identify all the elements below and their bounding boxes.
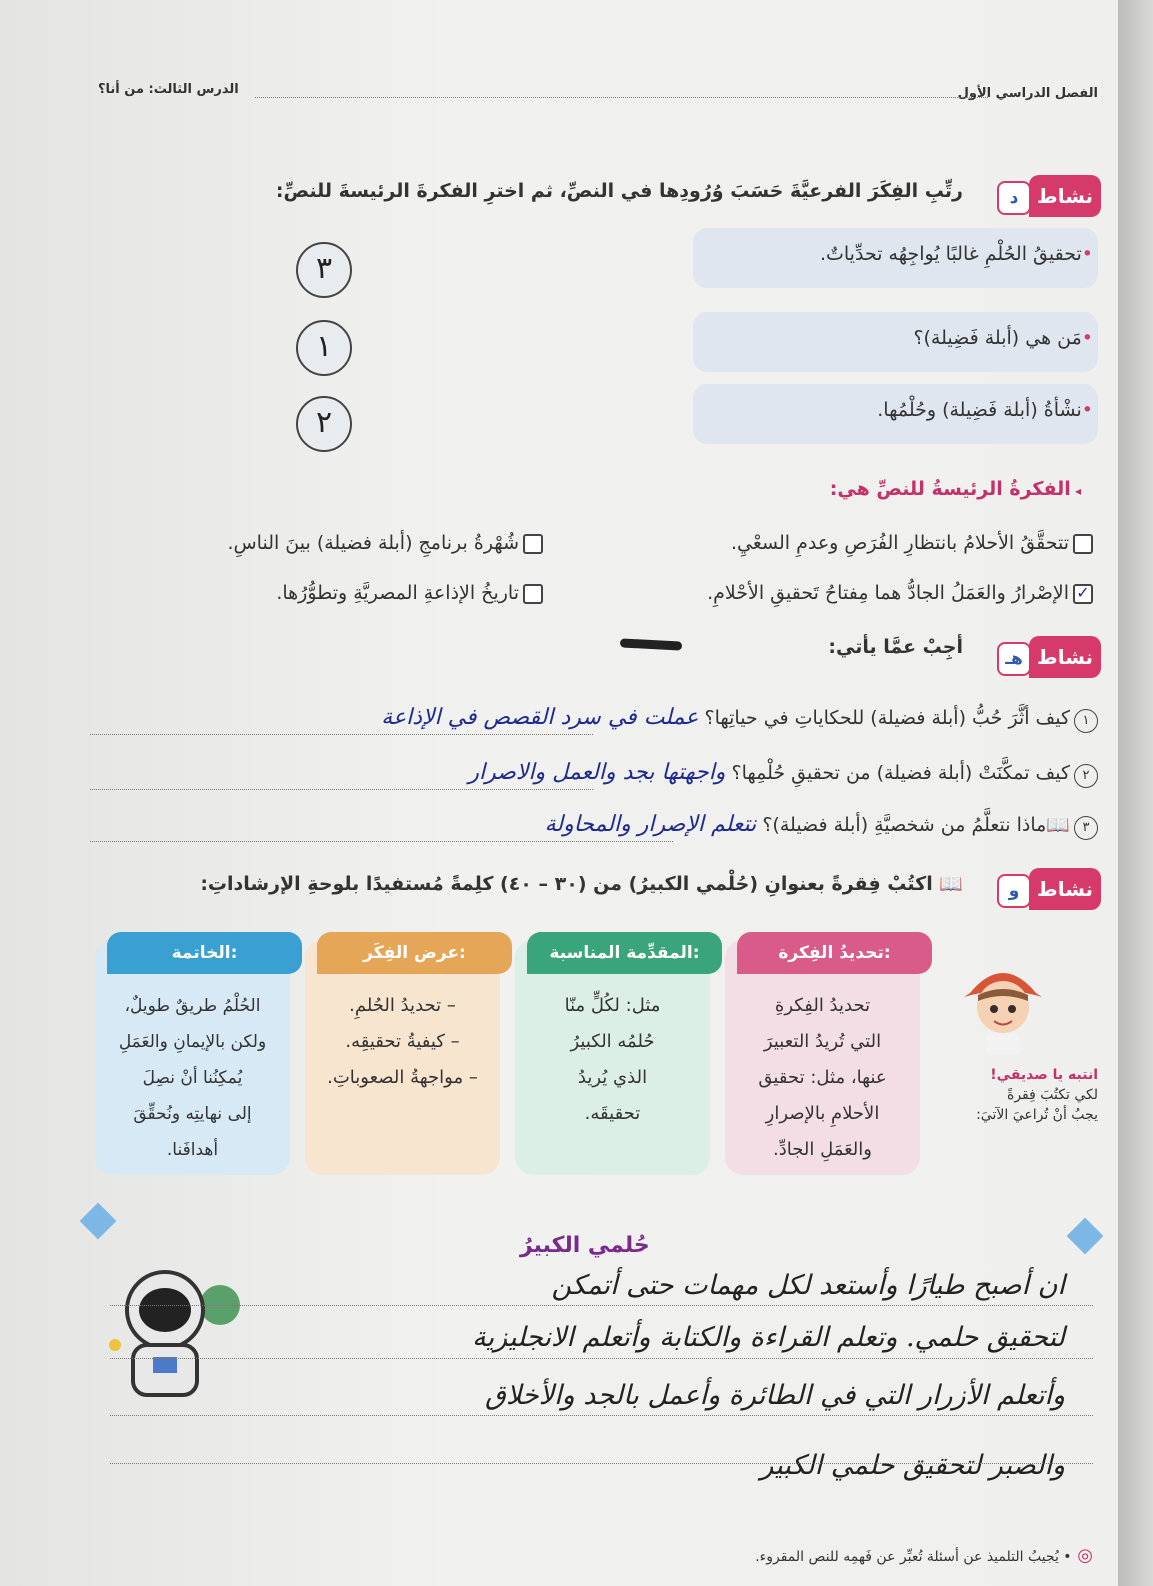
option-checkbox[interactable] <box>523 584 543 604</box>
lesson-title: الدرس الثالث: من أنا؟ <box>98 82 239 97</box>
order-answer-1[interactable]: ٣ <box>296 242 352 298</box>
option-1[interactable]: تتحقَّقُ الأحلامُ بانتظارِ الفُرَصِ وعدمِ السعْيِ. <box>731 532 1093 554</box>
question-1: ١كيف أثَّرَ حُبُّ (أبلة فضيلة) للحكاياتِ في حياتِها؟ عملت في سرد القصص في الإذاعة <box>381 705 1098 733</box>
option-checkbox[interactable] <box>523 534 543 554</box>
target-icon: ◎ <box>1071 1545 1093 1566</box>
card-body: مثل: لكُلٍّ منّا حُلمُه الكبيرُ الذي يُريدُ تحقيقَه. <box>564 995 661 1124</box>
footer-note: ◎ • يُجيبُ التلميذ عن أسئلة تُعبِّر عن فَهمِه للنص المقروء. <box>755 1545 1093 1566</box>
semester-label: الفصل الدراسي الأول <box>957 86 1098 101</box>
tip-box <box>976 1065 1098 1125</box>
writing-line <box>110 1415 1093 1416</box>
answer-line <box>90 789 593 790</box>
guide-card-conclusion <box>95 940 290 1175</box>
handwritten-line-3[interactable]: وأتعلم الأزرار التي في الطائرة وأعمل بالجد والأخلاق <box>485 1380 1065 1411</box>
handwritten-line-1[interactable]: ان أصبح طيارًا وأستعد لكل مهمات حتى أتمكن <box>551 1270 1065 1301</box>
activity-letter: د <box>997 181 1031 215</box>
option-checkbox-checked[interactable]: ✓ <box>1073 584 1093 604</box>
answer-1[interactable]: عملت في سرد القصص في الإذاعة <box>381 705 699 730</box>
activity-label: نشاط <box>1029 868 1101 910</box>
paragraph-title: حُلمي الكبيرُ <box>520 1233 650 1258</box>
handwritten-line-4[interactable]: والصبر لتحقيق حلمي الكبير <box>760 1450 1065 1481</box>
tip-title: انتبه يا صديقي! <box>990 1067 1098 1083</box>
activity-label: نشاط <box>1029 175 1101 217</box>
activity-h-tag <box>1005 636 1101 678</box>
sentence-1: •تحقيقُ الحُلْمِ غالبًا يُواجِهُه تحدِّياتٌ. <box>819 243 1093 265</box>
guide-card-intro <box>515 940 710 1175</box>
tip-line: يجبُ أنْ تُراعيَ الآتيَ: <box>976 1107 1098 1123</box>
card-body: الحُلْمُ طريقٌ طويلٌ، ولكن بالإيمانِ والعَمَلِ يُمكِنُنا أنْ نصِلَ إلى نهايتِه ونُحقِّقَ أهدافَنا. <box>118 996 267 1160</box>
answer-3[interactable]: نتعلم الإصرار والمحاولة <box>544 812 757 837</box>
order-answer-2[interactable]: ١ <box>296 320 352 376</box>
card-body: تحديدُ الفِكرةِ التي تُريدُ التعبيرَ عنها، مثل: تحقيق الأحلامِ بالإصرارِ والعَمَلِ الجادِّ. <box>758 995 887 1160</box>
handwritten-line-2[interactable]: لتحقيق حلمي. وتعلم القراءة والكتابة وأتعلم الانجليزية <box>472 1322 1065 1353</box>
card-title: تحديدُ الفِكرة: <box>737 932 932 974</box>
sentence-3: •نشْأةُ (أبلة فَضِيلة) وحُلْمُها. <box>877 399 1093 421</box>
guide-card-idea <box>725 940 920 1175</box>
book-icon: 📖 <box>932 873 963 895</box>
order-answer-3[interactable]: ٢ <box>296 396 352 452</box>
tip-line: لكي تكتُبَ فِقرةً <box>1007 1087 1098 1103</box>
boy-illustration-icon <box>958 955 1048 1055</box>
question-3: ٣📖ماذا نتعلَّمُ من شخصيَّةِ (أبلة فضيلة)؟ نتعلم الإصرار والمحاولة <box>545 812 1098 840</box>
activity-label: نشاط <box>1029 636 1101 678</box>
writing-line <box>110 1463 1093 1464</box>
answer-line <box>90 734 593 735</box>
activity-d-instruction: رتِّبِ الفِكَرَ الفرعيَّةَ حَسَبَ وُرُودِها في النصِّ، ثم اخترِ الفكرةَ الرئيسةَ للنصِّ: <box>275 180 963 202</box>
activity-w-tag <box>1005 868 1101 910</box>
option-2[interactable]: شُهْرةُ برنامجِ (أبلة فضيلة) بينَ الناسِ. <box>227 532 543 554</box>
option-checkbox[interactable] <box>1073 534 1093 554</box>
activity-d-tag <box>1005 175 1101 217</box>
answer-line <box>90 841 673 842</box>
astronaut-icon <box>105 1265 245 1415</box>
writing-line <box>110 1305 1093 1306</box>
header-divider <box>255 97 988 98</box>
card-body: – تحديدُ الحُلمِ. – كيفيةُ تحقيقِه. – مواجهةُ الصعوباتِ. <box>327 995 478 1088</box>
activity-letter: هـ <box>997 642 1031 676</box>
sentence-2: •مَن هي (أبلة فَضِيلة)؟ <box>913 327 1093 349</box>
activity-w-instruction: 📖 اكتُبْ فِقرةً بعنوانِ (حُلْمي الكبيرُ) من (٣٠ – ٤٠) كلِمةً مُستفيدًا بلوحةِ الإرشاداتِ: <box>200 873 963 895</box>
card-title: الخاتمة: <box>107 932 302 974</box>
activity-h-instruction: أجِبْ عمَّا يأتي: <box>828 636 963 658</box>
option-3[interactable]: ✓الإصْرارُ والعَمَلُ الجادُّ هما مِفتاحُ تَحقيقِ الأحْلامِ. <box>707 582 1093 604</box>
option-4[interactable]: تاريخُ الإذاعةِ المصريَّةِ وتطوُّرُها. <box>276 582 543 604</box>
card-title: المقدِّمة المناسبة: <box>527 932 722 974</box>
answer-2[interactable]: واجهتها بجد والعمل والاصرار <box>468 760 726 785</box>
question-2: ٢كيف تمكَّنَتْ (أبلة فضيلة) من تحقيقِ حُلْمِها؟ واجهتها بجد والعمل والاصرار <box>468 760 1098 788</box>
page-fold <box>1118 0 1153 1586</box>
card-title: عرض الفِكَر: <box>317 932 512 974</box>
writing-line <box>110 1358 1093 1359</box>
book-icon: 📖 <box>1046 814 1070 836</box>
guide-card-ideas <box>305 940 500 1175</box>
activity-letter: و <box>997 874 1031 908</box>
main-idea-label: ◂ الفكرةُ الرئيسةُ للنصِّ هي: <box>829 478 1081 500</box>
